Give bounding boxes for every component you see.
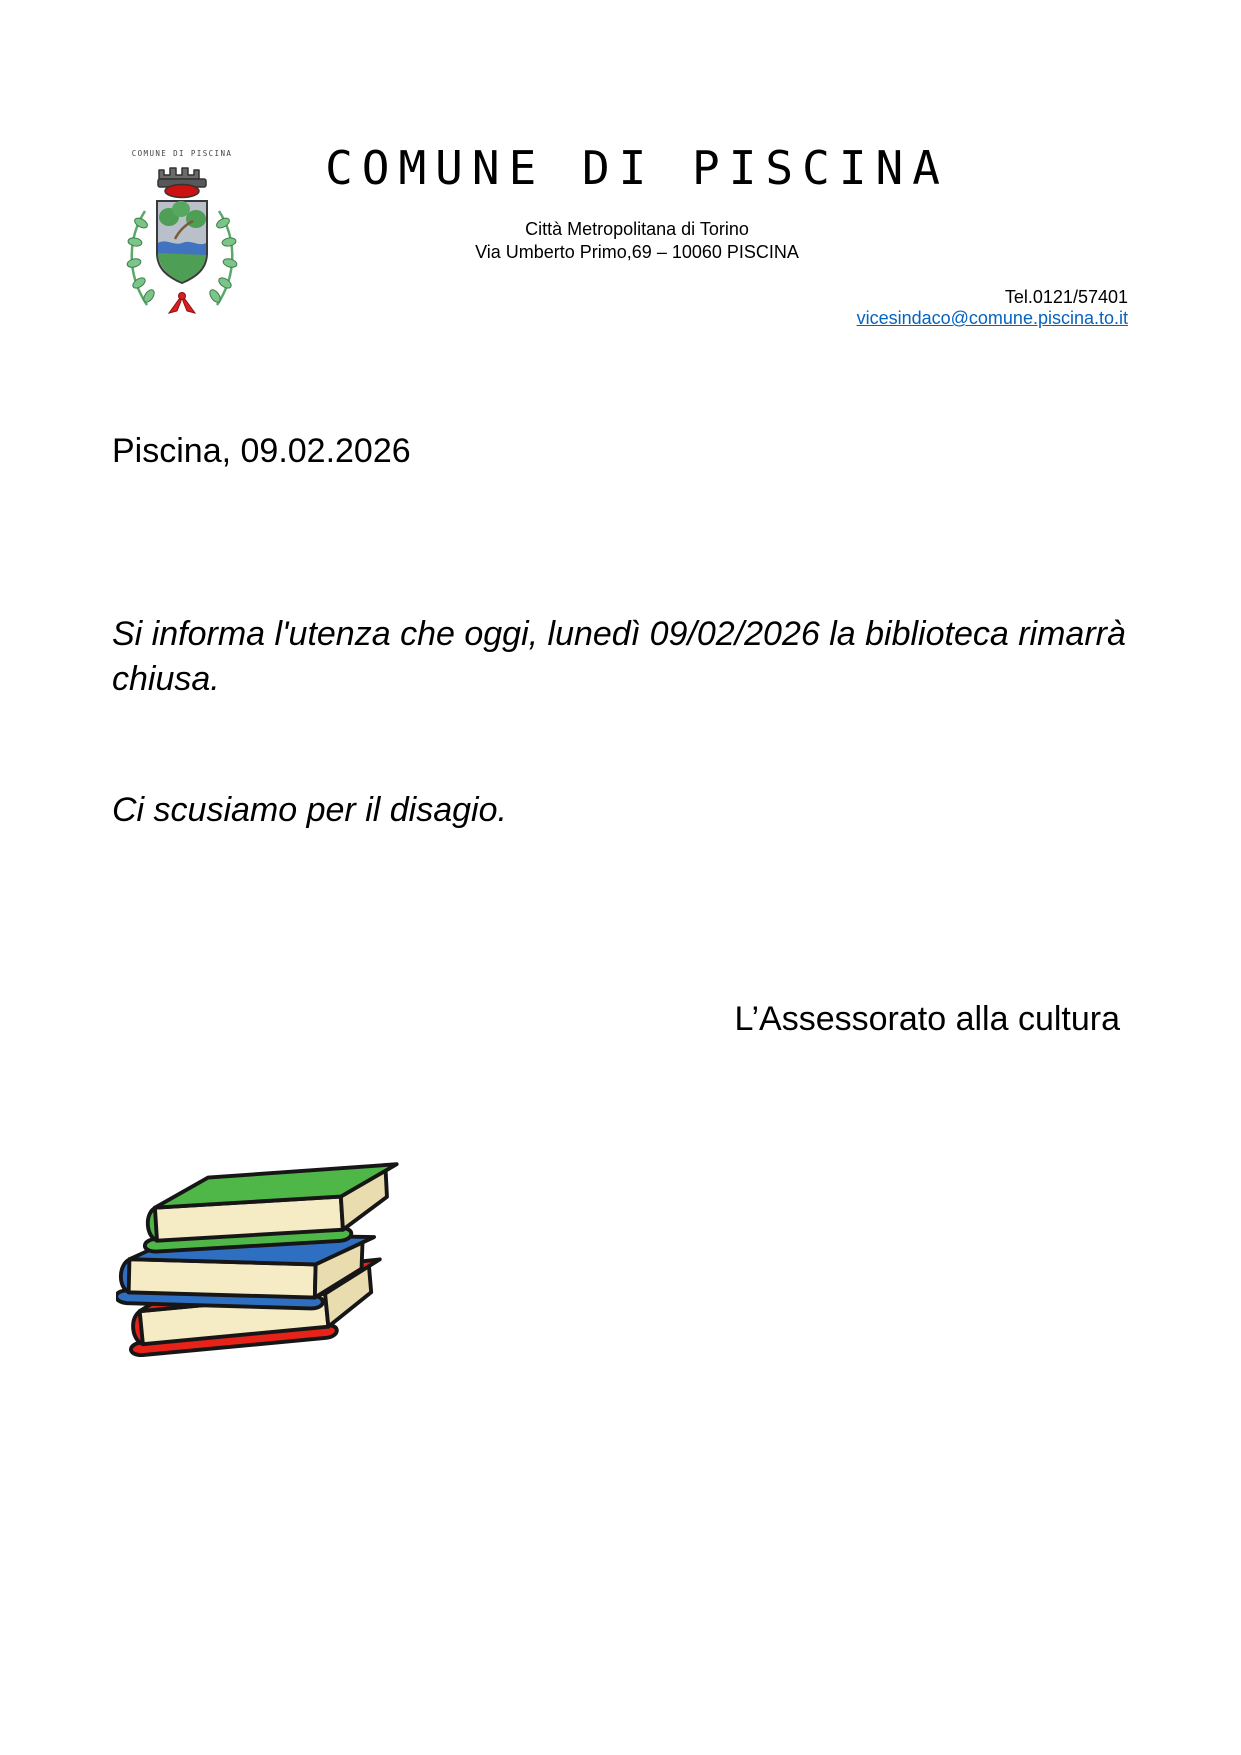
phone-number: Tel.0121/57401 xyxy=(1004,287,1128,307)
header-subtitle: Città Metropolitana di Torino xyxy=(525,219,749,239)
crest-ribbon xyxy=(169,293,195,314)
body-paragraph-1: Si informa l'utenza che oggi, lunedì 09/02/2026 la biblioteca rimarrà chiusa. xyxy=(112,615,1126,698)
crest-caption: COMUNE DI PISCINA xyxy=(131,149,233,158)
books-stack-illustration xyxy=(116,1142,408,1364)
header-contact-block xyxy=(857,287,1128,329)
document-title: COMUNE DI PISCINA xyxy=(325,141,949,195)
signature-line: L’Assessorato alla cultura xyxy=(734,1000,1120,1038)
header-street-address: Via Umberto Primo,69 – 10060 PISCINA xyxy=(475,242,799,262)
email-link[interactable]: vicesindaco@comune.piscina.to.it xyxy=(856,308,1128,328)
header-address-block xyxy=(33,218,1241,264)
body-paragraph-2: Ci scusiamo per il disagio. xyxy=(112,791,507,829)
date-line: Piscina, 09.02.2026 xyxy=(112,432,411,470)
